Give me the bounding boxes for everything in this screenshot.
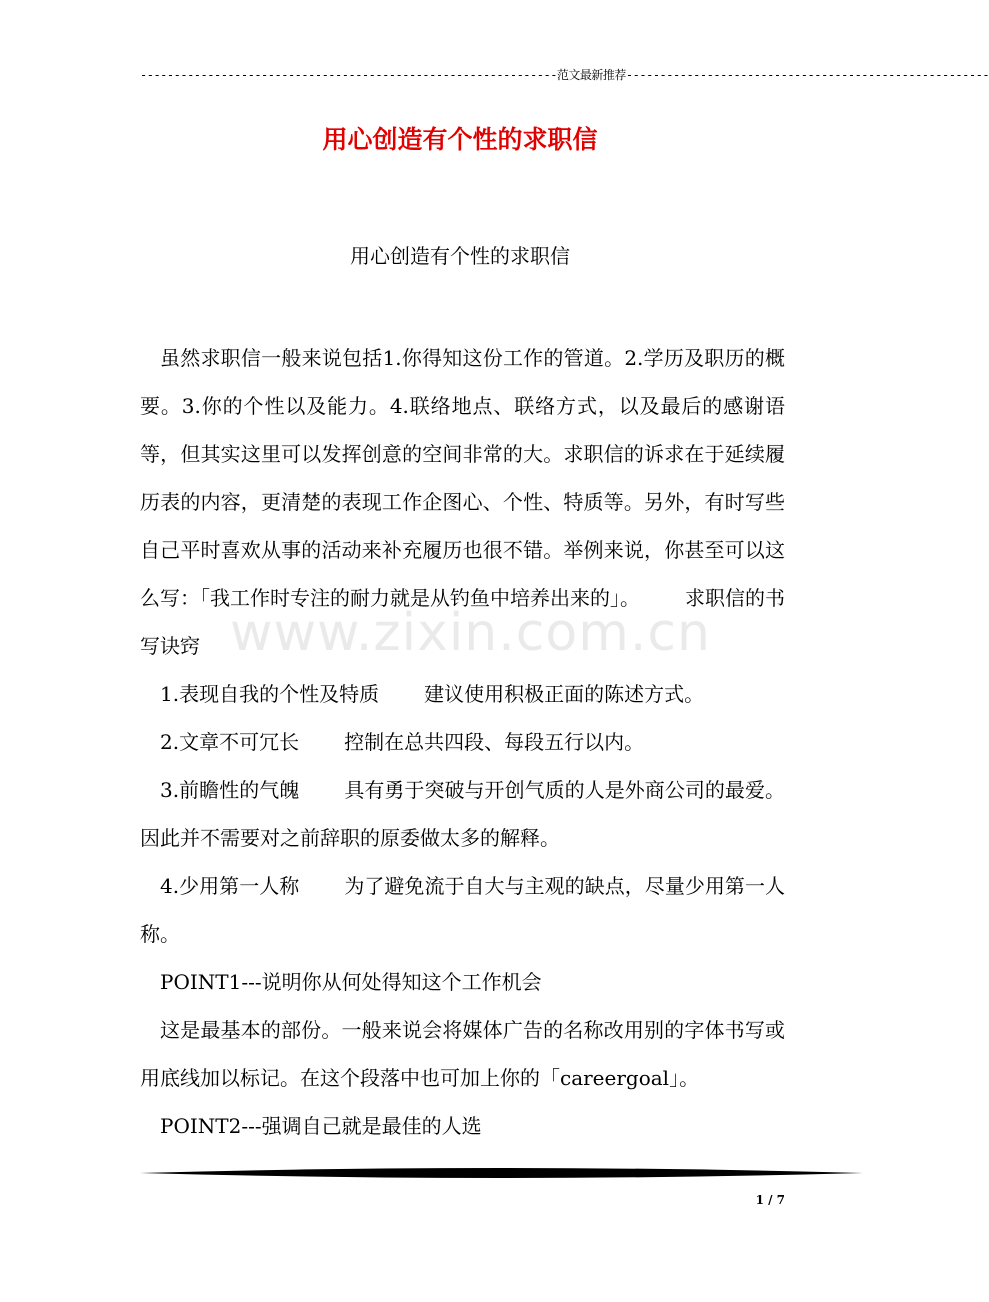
point1-text: 这是最基本的部份。一般来说会将媒体广告的名称改用别的字体书写或用底线加以标记。在这个段落中也可加上你的「careergoal」。 [140,1018,785,1090]
tip-label: 2.文章不可冗长 [160,730,300,754]
tip-item [140,862,785,958]
tip-label: 4.少用第一人称 [160,874,300,898]
body-paragraph [140,334,785,670]
document-body [140,334,785,1150]
header-rule: --------------------------------------------------------------范文最新推荐------------------------------------------------------ [140,68,989,82]
tips-heading: 求职信的书写诀窍 [140,586,785,658]
page-number: 1 / 7 [755,1193,785,1207]
document-subtitle: 用心创造有个性的求职信 [350,244,570,268]
watermark: www.zixin.com.cn [230,603,711,663]
tip-item [140,718,785,766]
tip-text: 具有勇于突破与开创气质的人是外商公司的最爱。因此并不需要对之前辞职的原委做太多的解释。 [140,778,785,850]
tip-text: 控制在总共四段、每段五行以内。 [344,730,645,754]
tip-item [140,766,785,862]
document-title: 用心创造有个性的求职信 [322,125,598,154]
tip-label: 3.前瞻性的气魄 [160,778,300,802]
intro-text: 虽然求职信一般来说包括1.你得知这份工作的管道。2.学历及职历的概要。3.你的个性以及能力。4.联络地点、联络方式，以及最后的感谢语等，但其实这里可以发挥创意的空间非常的大。求职信的诉求在于延续履历表的内容，更清楚的表现工作企图心、个性、特质等。另外，有时写些自己平时喜欢从事的活动来补充履历也很不错。举例来说，你甚至可以这么写：「我工作时专注的耐力就是从钓鱼中培养出来的」。 [140,346,785,610]
tip-label: 1.表现自我的个性及特质 [160,682,380,706]
point2-heading: POINT2---强调自己就是最佳的人选 [160,1114,482,1138]
tip-item [140,670,785,718]
tip-text: 建议使用积极正面的陈述方式。 [424,682,705,706]
footer-divider [140,1166,863,1180]
tip-text: 为了避免流于自大与主观的缺点，尽量少用第一人称。 [140,874,785,946]
point1-heading: POINT1---说明你从何处得知这个工作机会 [160,970,542,994]
